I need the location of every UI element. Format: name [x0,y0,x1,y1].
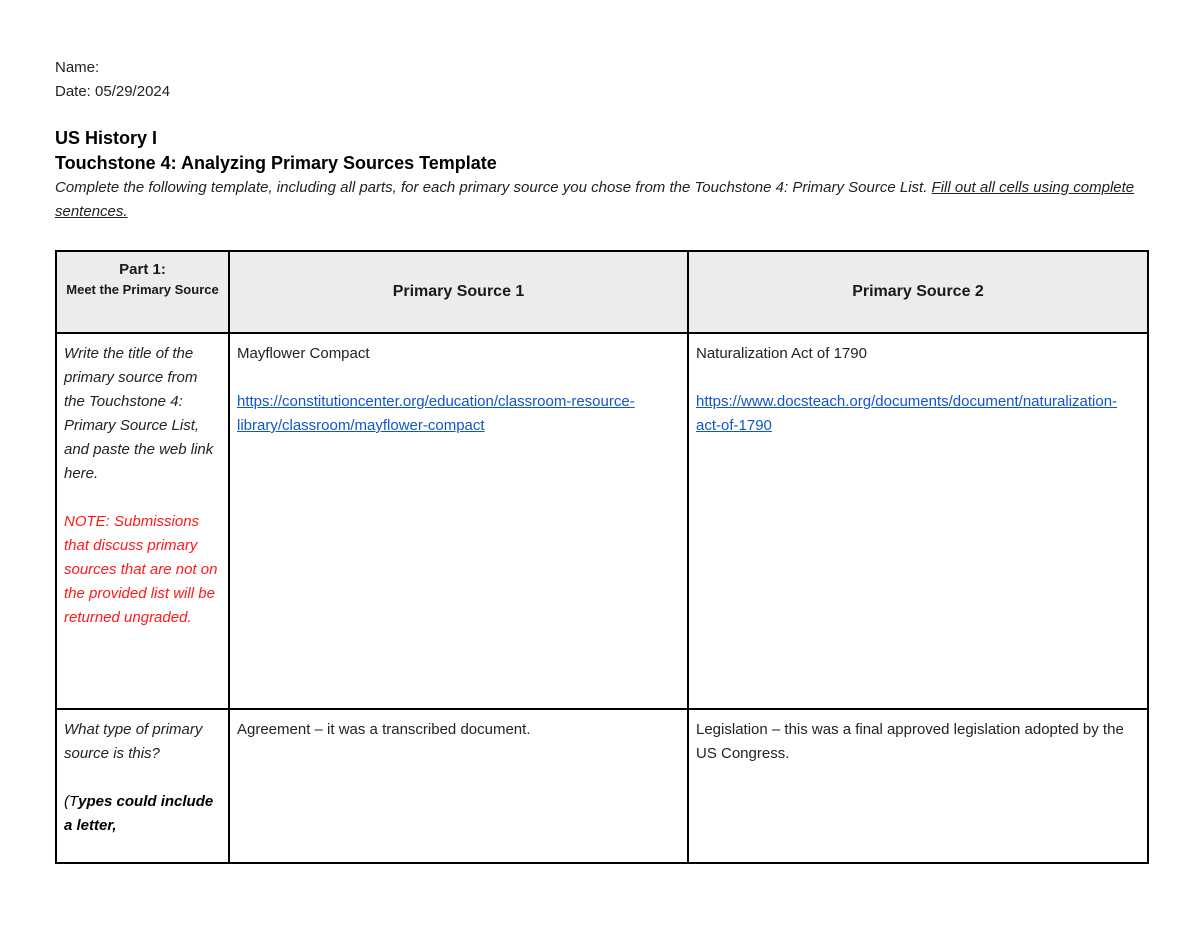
course-title: US History I [55,128,158,148]
prompt-hint [64,790,221,838]
prompt-cell [56,333,229,709]
part-title: Part 1: [119,261,166,278]
table-row [56,709,1148,863]
instructions-text: Complete the following template, including all parts, for each primary source you chose from the Touchstone 4: Primary Source List. [55,179,932,196]
hint-prefix: (T [64,793,79,810]
analysis-table [55,250,1149,864]
prompt-title-link: Write the title of the primary source from the Touchstone 4: Primary Source List, and paste the web link here. [64,345,214,482]
instructions [55,176,1150,224]
source-1-type-cell[interactable] [229,709,688,863]
note-warning: NOTE: Submissions that discuss primary sources that are not on the provided list will be returned ungraded. [64,513,218,626]
name-label: Name: [55,59,100,76]
primary-source-2-header: Primary Source 2 [688,251,1148,333]
source-1-title: Mayflower Compact [237,345,370,362]
instructions-underlined: Fill out all cells using complete sentences. [55,179,1135,220]
table-header-row [56,251,1148,333]
part-header-cell [56,251,229,333]
prompt-cell [56,709,229,863]
template-title: Touchstone 4: Analyzing Primary Sources Template [55,153,497,173]
primary-source-1-header: Primary Source 1 [229,251,688,333]
source-2-cell[interactable] [688,333,1148,709]
source-2-link[interactable]: https://www.docsteach.org/documents/document/naturalization-act-of-1790 [696,393,1118,434]
part-subtitle: Meet the Primary Source [66,282,219,297]
source-1-cell[interactable] [229,333,688,709]
date-label: Date: 05/29/2024 [55,83,171,100]
source-2-title: Naturalization Act of 1790 [696,345,867,362]
hint-bold: ypes could include a letter, [64,793,214,834]
document-heading [55,126,1150,224]
source-1-type: Agreement – it was a transcribed document. [237,721,531,738]
prompt-source-type: What type of primary source is this? [64,721,203,762]
source-2-type-cell[interactable] [688,709,1148,863]
table-row [56,333,1148,709]
header-meta [55,56,170,104]
source-1-link[interactable]: https://constitutioncenter.org/education/classroom-resource-library/classroom/mayflower-compact [237,393,635,434]
source-2-type: Legislation – this was a final approved legislation adopted by the US Congress. [696,721,1124,762]
